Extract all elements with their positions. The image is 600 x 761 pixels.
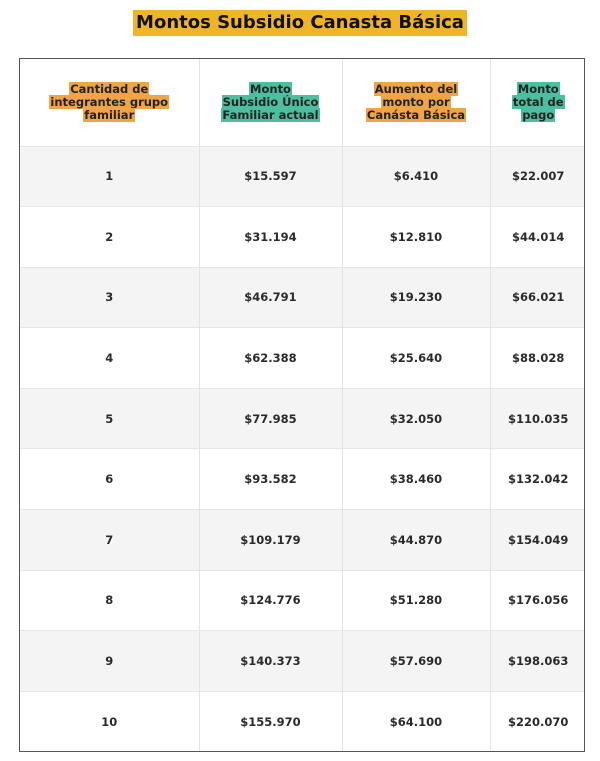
members-cell: 4 <box>20 328 199 389</box>
header-cell-current-amount <box>199 59 342 146</box>
table-row <box>20 388 585 449</box>
table-row <box>20 328 585 389</box>
page-title: Montos Subsidio Canasta Básica <box>133 10 467 36</box>
total-cell: $220.070 <box>508 714 569 729</box>
current-amount-cell: $77.985 <box>199 388 342 449</box>
header-cell-members <box>20 59 199 146</box>
table-row <box>20 631 585 692</box>
subsidy-table-frame <box>19 58 585 752</box>
header-cell-total <box>490 59 585 146</box>
table-row <box>20 691 585 752</box>
members-cell: 5 <box>20 388 199 449</box>
increase-cell: $44.870 <box>342 510 490 571</box>
table-row <box>20 570 585 631</box>
table-row <box>20 207 585 268</box>
subsidy-table <box>20 59 585 752</box>
members-cell: 2 <box>20 207 199 268</box>
table-body <box>20 146 585 752</box>
members-cell: 6 <box>20 449 199 510</box>
total-cell: $132.042 <box>508 472 569 487</box>
increase-cell: $32.050 <box>342 388 490 449</box>
total-cell: $176.056 <box>508 593 569 608</box>
title-area <box>0 10 600 36</box>
members-cell: 8 <box>20 570 199 631</box>
increase-cell: $12.810 <box>342 207 490 268</box>
header-current-amount-label: Monto Subsidio Único Familiar actual <box>222 81 319 122</box>
table-header-row <box>20 59 585 146</box>
increase-cell: $19.230 <box>342 267 490 328</box>
total-cell: $198.063 <box>508 654 569 669</box>
members-cell: 9 <box>20 631 199 692</box>
header-increase-label: Aumento del monto por Canásta Básica <box>366 81 466 122</box>
increase-cell: $51.280 <box>342 570 490 631</box>
members-cell: 7 <box>20 510 199 571</box>
current-amount-cell: $124.776 <box>199 570 342 631</box>
total-cell: $154.049 <box>508 532 569 547</box>
increase-cell: $38.460 <box>342 449 490 510</box>
header-members-label: Cantidad de integrantes grupo familiar <box>50 81 169 122</box>
increase-cell: $64.100 <box>342 691 490 752</box>
current-amount-cell: $93.582 <box>199 449 342 510</box>
increase-cell: $6.410 <box>342 146 490 207</box>
total-cell: $110.035 <box>508 411 569 426</box>
current-amount-cell: $62.388 <box>199 328 342 389</box>
total-cell: $88.028 <box>512 351 565 366</box>
current-amount-cell: $140.373 <box>199 631 342 692</box>
table-row <box>20 510 585 571</box>
table-row <box>20 267 585 328</box>
total-cell: $22.007 <box>512 169 565 184</box>
table-row <box>20 449 585 510</box>
current-amount-cell: $46.791 <box>199 267 342 328</box>
increase-cell: $57.690 <box>342 631 490 692</box>
total-cell: $66.021 <box>512 290 565 305</box>
current-amount-cell: $155.970 <box>199 691 342 752</box>
total-cell: $44.014 <box>512 229 565 244</box>
current-amount-cell: $109.179 <box>199 510 342 571</box>
members-cell: 1 <box>20 146 199 207</box>
members-cell: 10 <box>20 691 199 752</box>
members-cell: 3 <box>20 267 199 328</box>
current-amount-cell: $15.597 <box>199 146 342 207</box>
table-row <box>20 146 585 207</box>
header-cell-increase <box>342 59 490 146</box>
increase-cell: $25.640 <box>342 328 490 389</box>
header-total-label: Monto total de pago <box>512 81 564 122</box>
current-amount-cell: $31.194 <box>199 207 342 268</box>
